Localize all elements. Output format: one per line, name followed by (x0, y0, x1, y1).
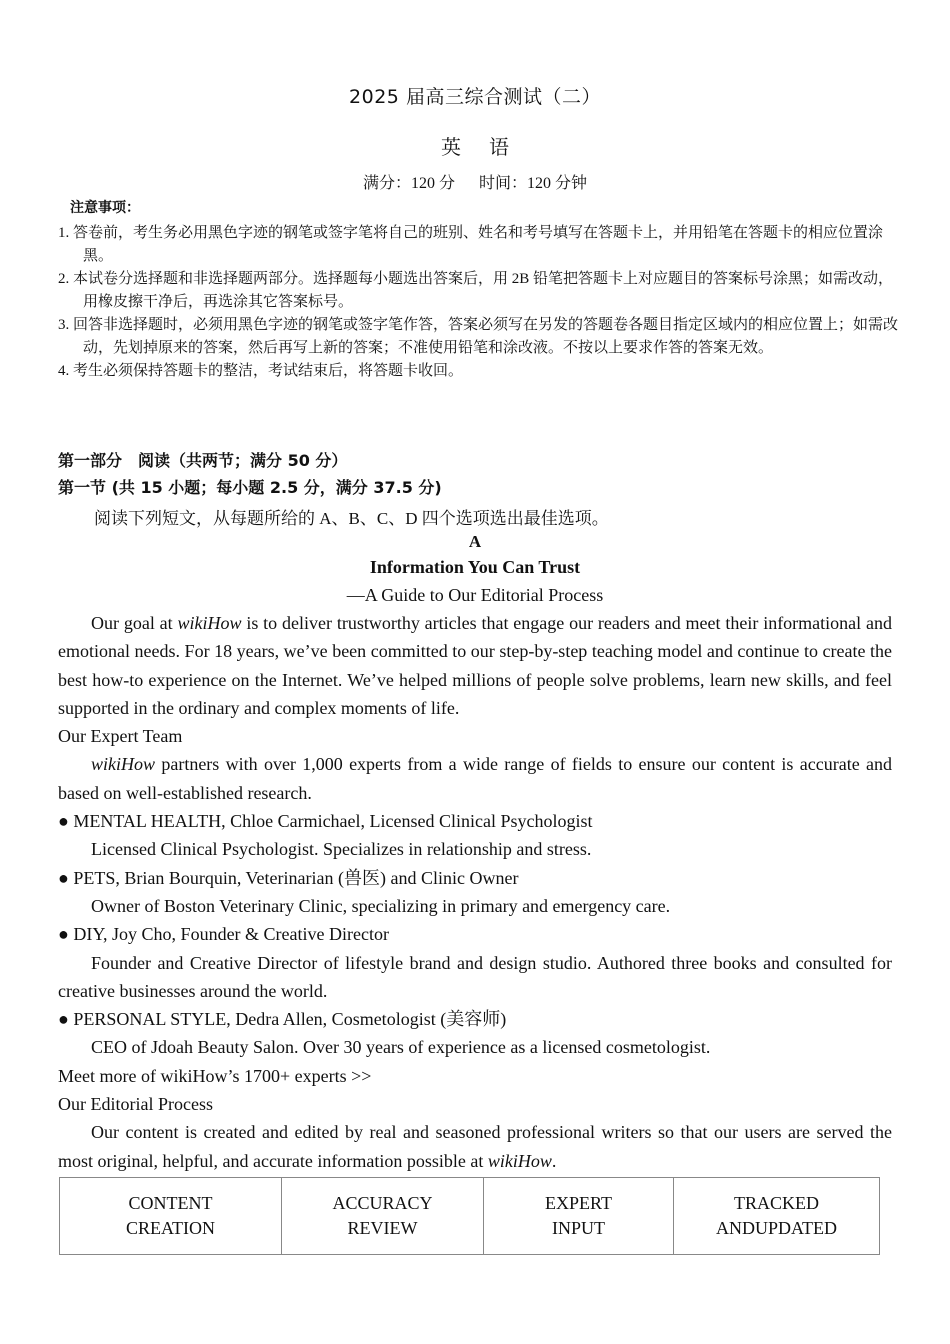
table-row (60, 1178, 880, 1255)
expert-label: ● PETS, Brian Bourquin, Veterinarian (兽医) and Clinic Owner (58, 864, 892, 892)
brand-name: wikiHow (177, 613, 242, 633)
expert-desc: Owner of Boston Veterinary Clinic, specializing in primary and emergency care. (91, 895, 671, 916)
expert-label: ● PERSONAL STYLE, Dedra Allen, Cosmetologist (美容师) (58, 1005, 892, 1033)
process-paragraph: Our content is created and edited by real and seasoned professional writers so that our users are served the most original, helpful, and accurate information possible at wikiHow. (58, 1122, 892, 1171)
brand-name: wikiHow (91, 754, 156, 775)
instruction: 阅读下列短文，从每题所给的 A、B、C、D 四个选项选出最佳选项。 (94, 509, 609, 528)
passage-title: Information You Can Trust (369, 557, 581, 577)
intro-paragraph: Our goal at wikiHow is to deliver trustworthy articles that engage our readers and meet their informational and emotional needs. For 18 years, we’ve been committed to our step-by-step teaching model and continue to create the best how-to experience on the Internet. We’ve helped millions of people solve problems, learn new skills, and feel supported in the ordinary and complex moments of life. (58, 613, 892, 718)
exam-meta (58, 170, 892, 193)
process-heading: Our Editorial Process (58, 1094, 213, 1115)
notice-item: 1. 答卷前，考生务必用黑色字迹的钢笔或签字笔将自己的班别、姓名和考号填写在答题卡上，并用铅笔在答题卡的相应位置涂黑。 (58, 225, 884, 264)
process-cell: ACCURACY REVIEW (282, 1178, 484, 1255)
subject-title: 英语 (441, 135, 537, 159)
brand-name: wikiHow (487, 1150, 552, 1171)
expert-desc: Licensed Clinical Psychologist. Specializes in relationship and stress. (91, 839, 592, 860)
process-cell: TRACKED ANDUPDATED (674, 1178, 880, 1255)
notice-item: 3. 回答非选择题时，必须用黑色字迹的钢笔或签字笔作答，答案必须写在另发的答题卷各题目指定区域内的相应位置上；如需改动，先划掉原来的答案，然后再写上新的答案；不准使用铅笔和涂改液。不按以上要求作答的答案无效。 (58, 317, 899, 356)
notice-list (58, 222, 906, 383)
notice-item: 4. 考生必须保持答题卡的整洁，考试结束后，将答题卡收回。 (58, 363, 464, 379)
team-intro: wikiHow partners with over 1,000 experts from a wide range of fields to ensure our content is accurate and based on well-established research. (58, 754, 892, 803)
passage-subtitle: —A Guide to Our Editorial Process (346, 585, 604, 605)
process-cell: CONTENT CREATION (60, 1178, 282, 1255)
exam-title: 2025 届高三综合测试（二） (349, 86, 601, 108)
more-experts-link[interactable]: Meet more of wikiHow’s 1700+ experts >> (58, 1065, 372, 1086)
exam-time: 时间：120 分钟 (479, 175, 588, 192)
notice-heading: 注意事项： (70, 200, 140, 216)
expert-desc: CEO of Jdoah Beauty Salon. Over 30 years of experience as a licensed cosmetologist. (91, 1037, 711, 1058)
expert-desc: Founder and Creative Director of lifestyle brand and design studio. Authored three books and consulted for creative businesses around the world. (58, 952, 892, 1001)
passage-letter: A (468, 532, 482, 551)
expert-label: ● DIY, Joy Cho, Founder & Creative Director (58, 920, 892, 948)
passage-body (58, 609, 892, 1175)
expert-label: ● MENTAL HEALTH, Chloe Carmichael, Licensed Clinical Psychologist (58, 807, 892, 835)
section-heading: 第一节 (共 15 小题；每小题 2.5 分，满分 37.5 分) (58, 478, 442, 497)
part-heading: 第一部分 阅读（共两节；满分 50 分） (58, 451, 348, 470)
team-heading: Our Expert Team (58, 726, 183, 747)
notice-item: 2. 本试卷分选择题和非选择题两部分。选择题每小题选出答案后，用 2B 铅笔把答题卡上对应题目的答案标号涂黑；如需改动，用橡皮擦干净后，再选涂其它答案标号。 (58, 271, 894, 310)
process-cell: EXPERT INPUT (484, 1178, 674, 1255)
process-table (59, 1177, 880, 1255)
full-score: 满分：120 分 (362, 175, 455, 192)
